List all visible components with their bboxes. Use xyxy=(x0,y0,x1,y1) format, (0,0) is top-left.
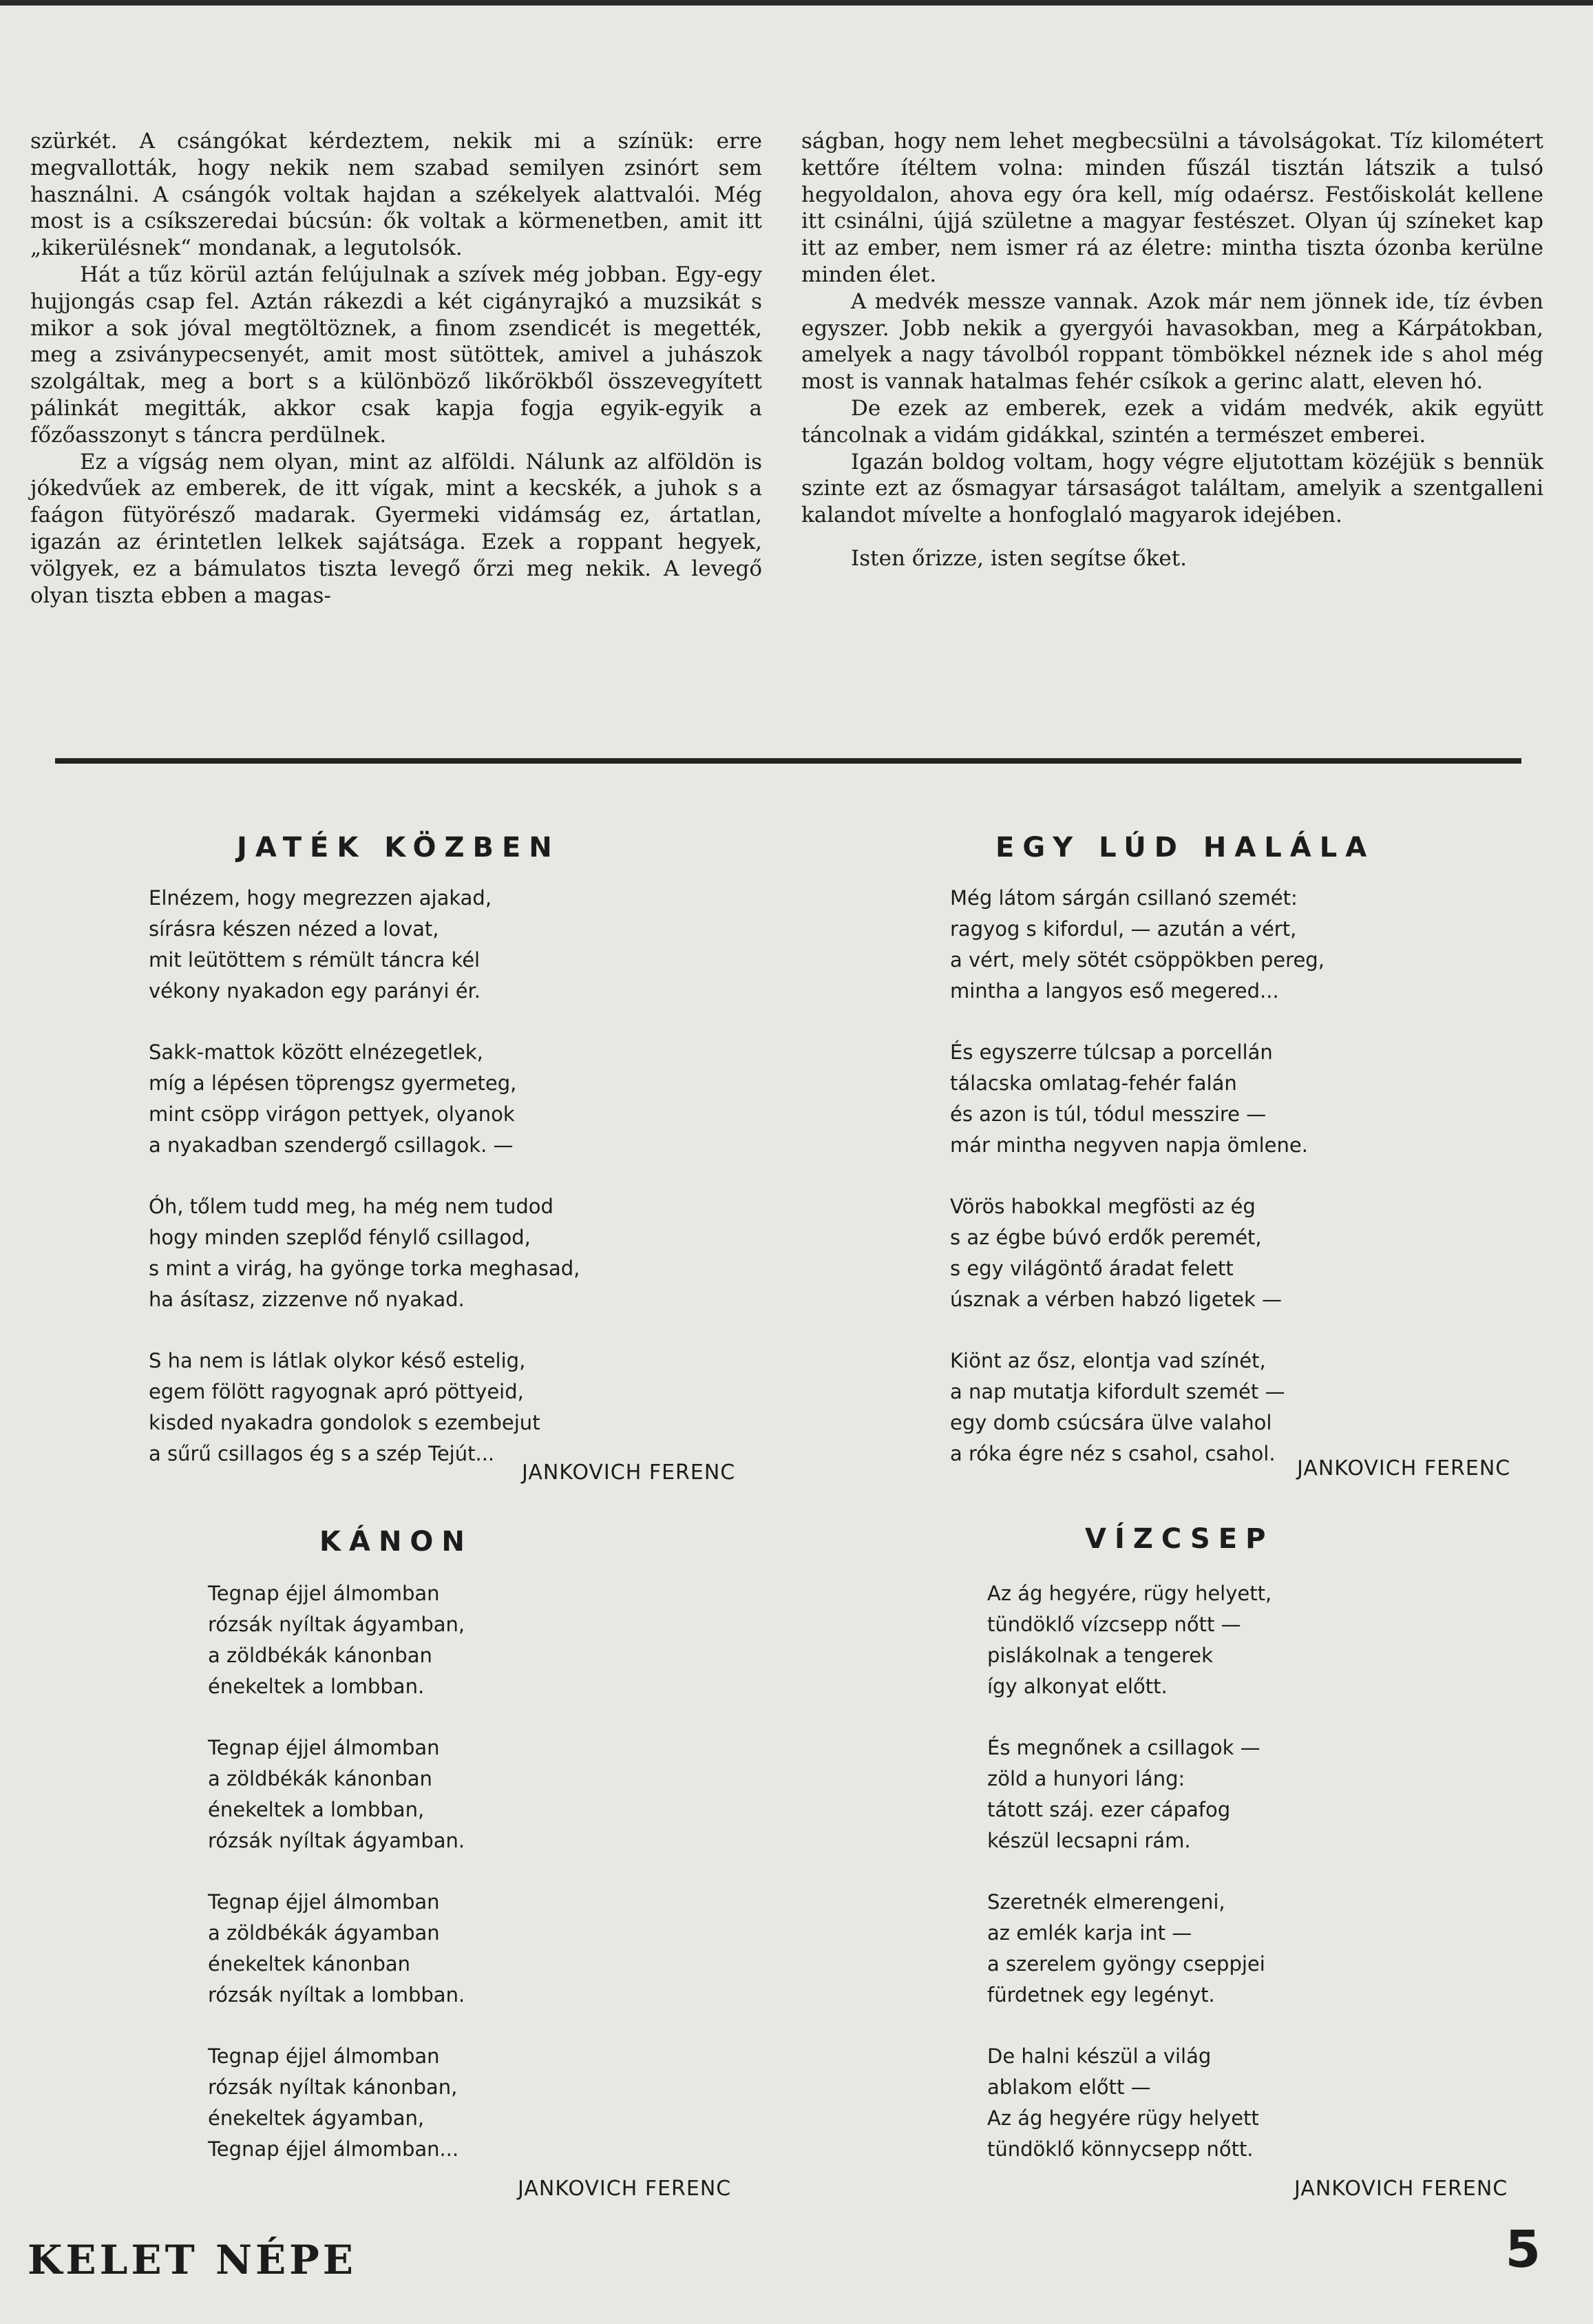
poem-author: JANKOVICH FERENC xyxy=(1294,2177,1508,2201)
poem-line: énekeltek a lombban. xyxy=(208,1675,425,1698)
poem-line: a nap mutatja kifordult szemét — xyxy=(950,1380,1285,1403)
poem-line: egy domb csúcsára ülve valahol xyxy=(950,1411,1272,1434)
poem-stanza xyxy=(208,1578,465,1702)
poem-line: tátott száj. ezer cápafog xyxy=(987,1798,1231,1821)
poem-stanza xyxy=(149,1037,580,1161)
poem-stanza xyxy=(149,1191,580,1315)
poem-line: Vörös habokkal megfösti az ég xyxy=(950,1195,1256,1218)
poem-stanza xyxy=(987,1732,1272,1856)
prose-left-column xyxy=(30,128,762,609)
poem-line: a szerelem gyöngy cseppjei xyxy=(987,1952,1265,1976)
poem-lud xyxy=(950,883,1325,1500)
poem-line: rózsák nyíltak a lombban. xyxy=(208,1983,465,2007)
poem-line: a sűrű csillagos ég s a szép Tejút... xyxy=(149,1442,495,1465)
poem-line: tündöklő könnycsepp nőtt. xyxy=(987,2137,1254,2161)
poem-line: és azon is túl, tódul messzire — xyxy=(950,1102,1267,1126)
poem-author: JANKOVICH FERENC xyxy=(518,2177,732,2201)
poem-line: s egy világöntő áradat felett xyxy=(950,1257,1234,1280)
poem-line: a zöldbékák kánonban xyxy=(208,1767,432,1790)
prose-paragraph: Hát a tűz körül aztán felújulnak a szívek még jobban. Egy-egy hujjongás csap fel. Aztán rákezdi a két cigányrajkó a muzsikát s mikor a sok jóval megtöltöznek, a finom zsendicét is megették, meg a zsiványpecsenyét, amit most sütöttek, amivel a juhászok szolgáltak, meg a bort s a különböző likőrökből összevegyített pálinkát megitták, akkor csak kapja fogja egyik-egyik a főzőasszonyt s táncra perdülnek. xyxy=(30,262,762,448)
poem-line: Óh, tőlem tudd meg, ha még nem tudod xyxy=(149,1195,553,1218)
poem-line: Kiönt az ősz, elontja vad színét, xyxy=(950,1349,1266,1372)
poem-stanza xyxy=(950,1037,1325,1161)
poem-line: Tegnap éjjel álmomban xyxy=(208,1582,440,1605)
poem-line: És megnőnek a csillagok — xyxy=(987,1736,1260,1759)
poem-line: tálacska omlatag-fehér falán xyxy=(950,1071,1237,1095)
poem-line: az emlék karja int — xyxy=(987,1921,1192,1945)
poem-stanza xyxy=(208,2041,465,2165)
poem-line: De halni készül a világ xyxy=(987,2044,1212,2068)
poem-line: a róka égre néz s csahol, csahol. xyxy=(950,1442,1276,1465)
poem-line: Még látom sárgán csillanó szemét: xyxy=(950,886,1298,910)
poem-line: mintha a langyos eső megered... xyxy=(950,979,1279,1003)
poem-stanza xyxy=(950,883,1325,1007)
poem-line: énekeltek a lombban, xyxy=(208,1798,425,1821)
poem-line: És egyszerre túlcsap a porcellán xyxy=(950,1040,1273,1064)
poem-vizcsep xyxy=(987,1578,1272,2195)
poem-title-lud: EGY LÚD HALÁLA xyxy=(995,832,1375,863)
poem-line: készül lecsapni rám. xyxy=(987,1829,1191,1852)
poem-line: ragyog s kifordul, — azután a vért, xyxy=(950,917,1297,941)
poem-line: így alkonyat előtt. xyxy=(987,1675,1168,1698)
poem-stanza xyxy=(987,1887,1272,2011)
poem-stanza xyxy=(987,1578,1272,1702)
poem-line: Tegnap éjjel álmomban... xyxy=(208,2137,459,2161)
poem-line: mint csöpp virágon pettyek, olyanok xyxy=(149,1102,515,1126)
prose-paragraph: Igazán boldog voltam, hogy végre eljutottam közéjük s bennük szinte ezt az ősmagyar társaságot találtam, amelyik a szentgalleni kalandot mívelte a honfoglaló magyarok idejében. xyxy=(801,449,1543,528)
poem-line: Elnézem, hogy megrezzen ajakad, xyxy=(149,886,492,910)
poem-title-vizcsep: VÍZCSEP xyxy=(1085,1523,1274,1555)
poem-stanza xyxy=(987,2041,1272,2165)
poem-line: tündöklő vízcsepp nőtt — xyxy=(987,1613,1241,1636)
poem-line: S ha nem is látlak olykor késő estelig, xyxy=(149,1349,526,1372)
poem-author: JANKOVICH FERENC xyxy=(1297,1456,1511,1480)
poem-kanon xyxy=(208,1578,465,2195)
prose-paragraph: Isten őrizze, isten segítse őket. xyxy=(851,545,1188,571)
poem-line: már mintha negyven napja ömlene. xyxy=(950,1133,1308,1157)
poem-line: s mint a virág, ha gyönge torka meghasad, xyxy=(149,1257,580,1280)
poem-line: fürdetnek egy legényt. xyxy=(987,1983,1215,2007)
poem-line: mit leütöttem s rémült táncra kél xyxy=(149,948,481,972)
poem-line: pislákolnak a tengerek xyxy=(987,1644,1213,1667)
poem-line: s az égbe búvó erdők peremét, xyxy=(950,1226,1262,1249)
prose-right-column xyxy=(801,128,1543,572)
poem-line: Sakk-mattok között elnézegetlek, xyxy=(149,1040,483,1064)
poem-line: egem fölött ragyognak apró pöttyeid, xyxy=(149,1380,524,1403)
poem-line: Tegnap éjjel álmomban xyxy=(208,1736,440,1759)
poem-stanza xyxy=(149,883,580,1007)
poem-stanza xyxy=(208,1887,465,2011)
poem-line: Tegnap éjjel álmomban xyxy=(208,2044,440,2068)
poem-line: a zöldbékák ágyamban xyxy=(208,1921,440,1945)
poem-line: sírásra készen nézed a lovat, xyxy=(149,917,439,941)
poem-line: míg a lépésen töprengsz gyermeteg, xyxy=(149,1071,517,1095)
poem-author: JANKOVICH FERENC xyxy=(522,1461,736,1485)
poem-line: rózsák nyíltak ágyamban, xyxy=(208,1613,465,1636)
poem-line: ha ásítasz, zizzenve nő nyakad. xyxy=(149,1288,465,1311)
prose-paragraph: A medvék messze vannak. Azok már nem jönnek ide, tíz évben egyszer. Jobb nekik a gyergyói havasokban, meg a Kárpátokban, amelyek a nagy távolból roppant tömbökkel néznek ide s ahol még most is vannak hatalmas fehér csíkok a gerinc alatt, eleven hó. xyxy=(801,289,1543,395)
magazine-name: KELET NÉPE xyxy=(28,2237,357,2283)
poem-line: Az ág hegyére, rügy helyett, xyxy=(987,1582,1272,1605)
poem-line: vékony nyakadon egy parányi ér. xyxy=(149,979,481,1003)
prose-paragraph: szürkét. A csángókat kérdeztem, nekik mi a színük: erre megvallották, hogy nekik nem szabad semilyen zsinórt sem használni. A csángók voltak hajdan a székelyek alattvalói. Még most is a csíkszeredai búcsún: ők voltak a körmenetben, amit itt „kikerülésnek“ mondanak, a legutolsók. xyxy=(30,129,762,261)
section-divider xyxy=(55,758,1521,764)
poem-line: rózsák nyíltak ágyamban. xyxy=(208,1829,465,1852)
poem-stanza xyxy=(950,1346,1325,1469)
poem-line: énekeltek kánonban xyxy=(208,1952,411,1976)
poem-title-jatek: JATÉK KÖZBEN xyxy=(237,832,560,863)
poem-line: a zöldbékák kánonban xyxy=(208,1644,432,1667)
poem-title-kanon: KÁNON xyxy=(319,1526,473,1558)
prose-paragraph: ságban, hogy nem lehet megbecsülni a távolságokat. Tíz kilométert kettőre ítéltem volna: minden fűszál tisztán látszik a tulsó hegyoldalon, ahova egy óra kell, míg odaérsz. Festőiskolát kellene itt csinálni, újjá születne a magyar festészet. Olyan új színeket kap itt az ember, nem ismer rá az életre: mintha tiszta ózonba kerülne minden élet. xyxy=(801,129,1543,287)
poem-stanza xyxy=(950,1191,1325,1315)
prose-paragraph: De ezek az emberek, ezek a vidám medvék, akik együtt táncolnak a vidám gidákkal, szintén a természet emberei. xyxy=(801,395,1543,448)
poem-line: rózsák nyíltak kánonban, xyxy=(208,2075,458,2099)
poem-line: énekeltek ágyamban, xyxy=(208,2106,425,2130)
prose-paragraph: Ez a vígság nem olyan, mint az alföldi. Nálunk az alföldön is jókedvűek az emberek, de itt vígak, mint a kecskék, a juhok s a faágon fütyörésző madarak. Gyermeki vidámság ez, ártatlan, igazán az érintetlen lelkek sajátsága. Ezek a roppant hegyek, völgyek, ez a bámulatos tiszta levegő őrzi meg nekik. A levegő olyan tiszta ebben a magas- xyxy=(30,449,762,608)
page-number: 5 xyxy=(1505,2220,1541,2279)
poem-stanza xyxy=(208,1732,465,1856)
poem-line: Tegnap éjjel álmomban xyxy=(208,1890,440,1914)
poem-line: ablakom előtt — xyxy=(987,2075,1151,2099)
top-border xyxy=(0,0,1593,6)
poem-line: úsznak a vérben habzó ligetek — xyxy=(950,1288,1282,1311)
poem-line: kisded nyakadra gondolok s ezembejut xyxy=(149,1411,540,1434)
poem-line: a nyakadban szendergő csillagok. — xyxy=(149,1133,514,1157)
poem-jatek xyxy=(149,883,580,1500)
poem-line: Szeretnék elmerengeni, xyxy=(987,1890,1225,1914)
poem-line: a vért, mely sötét csöppökben pereg, xyxy=(950,948,1325,972)
poem-line: hogy minden szeplőd fénylő csillagod, xyxy=(149,1226,531,1249)
poem-stanza xyxy=(149,1346,580,1469)
poem-line: Az ág hegyére rügy helyett xyxy=(987,2106,1259,2130)
poem-line: zöld a hunyori láng: xyxy=(987,1767,1185,1790)
